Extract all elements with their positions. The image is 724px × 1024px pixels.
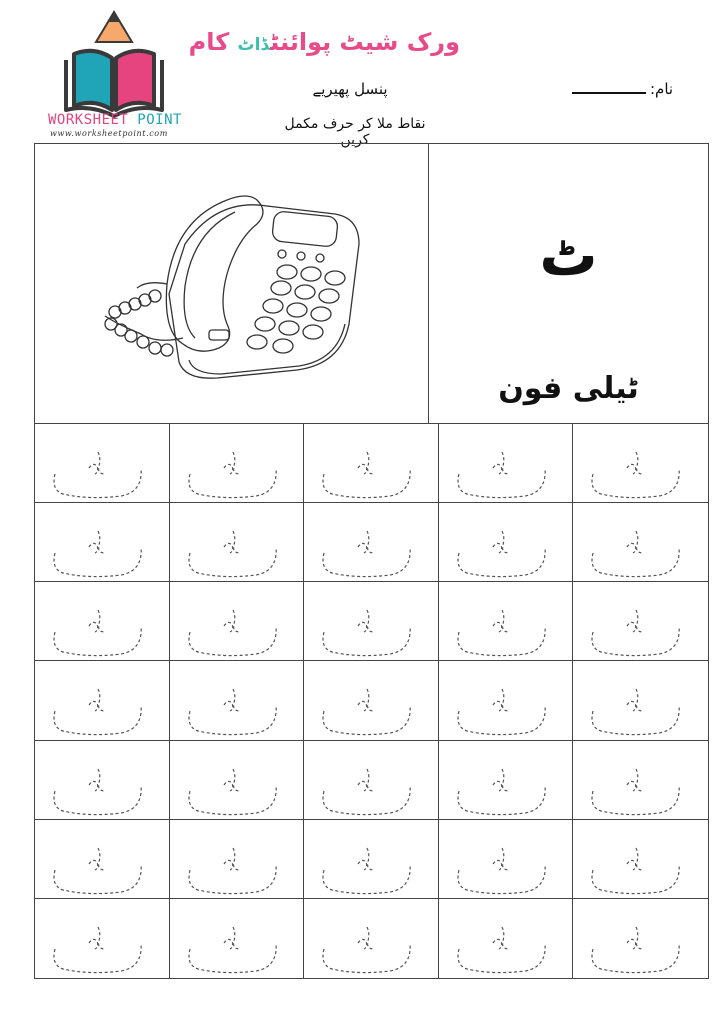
trace-cell[interactable] bbox=[304, 899, 439, 978]
trace-cell[interactable] bbox=[170, 503, 305, 582]
picture-panel bbox=[35, 144, 429, 423]
dotted-letter-trace bbox=[318, 523, 424, 579]
dotted-letter-trace bbox=[318, 840, 424, 896]
dotted-letter-trace bbox=[49, 523, 155, 579]
trace-cell[interactable] bbox=[35, 503, 170, 582]
trace-cell[interactable] bbox=[170, 820, 305, 899]
trace-cell[interactable] bbox=[35, 820, 170, 899]
instruction-join-dots: نقاط ملا کر حرف مکمل کریں bbox=[284, 116, 426, 148]
dotted-letter-trace bbox=[453, 523, 559, 579]
trace-cell[interactable] bbox=[573, 582, 708, 661]
dotted-letter-trace bbox=[318, 919, 424, 975]
example-word: ٹیلی فون bbox=[498, 371, 639, 406]
trace-cell[interactable] bbox=[573, 899, 708, 978]
dotted-letter-trace bbox=[453, 919, 559, 975]
site-title-part-1: ورک شیٹ پوائنٹ bbox=[270, 28, 460, 56]
dotted-letter-trace bbox=[453, 840, 559, 896]
trace-cell[interactable] bbox=[170, 661, 305, 740]
trace-cell[interactable] bbox=[35, 424, 170, 503]
trace-cell[interactable] bbox=[35, 661, 170, 740]
dotted-letter-trace bbox=[587, 919, 693, 975]
dotted-letter-trace bbox=[587, 523, 693, 579]
dotted-letter-trace bbox=[318, 761, 424, 817]
site-title-part-2: ڈاٹ bbox=[237, 35, 271, 55]
name-write-line[interactable] bbox=[572, 92, 646, 94]
trace-cell[interactable] bbox=[439, 503, 574, 582]
dotted-letter-trace bbox=[587, 602, 693, 658]
logo-word-worksheet: WORKSHEET bbox=[48, 112, 129, 128]
letter-panel bbox=[429, 144, 708, 423]
dotted-letter-trace bbox=[184, 840, 290, 896]
trace-cell[interactable] bbox=[573, 424, 708, 503]
dotted-letter-trace bbox=[49, 919, 155, 975]
tracing-practice-grid bbox=[34, 424, 709, 979]
dotted-letter-trace bbox=[318, 602, 424, 658]
trace-cell[interactable] bbox=[573, 503, 708, 582]
trace-cell[interactable] bbox=[170, 741, 305, 820]
trace-cell[interactable] bbox=[35, 741, 170, 820]
dotted-letter-trace bbox=[184, 444, 290, 500]
trace-cell[interactable] bbox=[439, 741, 574, 820]
trace-cell[interactable] bbox=[573, 741, 708, 820]
dotted-letter-trace bbox=[587, 681, 693, 737]
dotted-letter-trace bbox=[49, 681, 155, 737]
trace-cell[interactable] bbox=[573, 661, 708, 740]
dotted-letter-trace bbox=[184, 919, 290, 975]
trace-cell[interactable] bbox=[439, 661, 574, 740]
dotted-letter-trace bbox=[453, 444, 559, 500]
dotted-letter-trace bbox=[49, 761, 155, 817]
dotted-letter-trace bbox=[184, 602, 290, 658]
telephone-picture bbox=[97, 184, 367, 384]
trace-cell[interactable] bbox=[304, 661, 439, 740]
name-label: نام: bbox=[650, 80, 674, 98]
trace-cell[interactable] bbox=[35, 582, 170, 661]
logo-url: www.worksheetpoint.com bbox=[50, 129, 168, 138]
dotted-letter-trace bbox=[318, 681, 424, 737]
trace-cell[interactable] bbox=[304, 820, 439, 899]
site-title bbox=[188, 28, 460, 56]
logo-wordmark bbox=[48, 112, 182, 128]
dotted-letter-trace bbox=[318, 444, 424, 500]
dotted-letter-trace bbox=[49, 444, 155, 500]
dotted-letter-trace bbox=[453, 602, 559, 658]
dotted-letter-trace bbox=[587, 840, 693, 896]
trace-cell[interactable] bbox=[35, 899, 170, 978]
dotted-letter-trace bbox=[184, 523, 290, 579]
dotted-letter-trace bbox=[184, 761, 290, 817]
trace-cell[interactable] bbox=[304, 741, 439, 820]
trace-cell[interactable] bbox=[573, 820, 708, 899]
trace-cell[interactable] bbox=[439, 899, 574, 978]
trace-cell[interactable] bbox=[304, 424, 439, 503]
trace-cell[interactable] bbox=[304, 582, 439, 661]
dotted-letter-trace bbox=[587, 761, 693, 817]
dotted-letter-trace bbox=[453, 681, 559, 737]
trace-cell[interactable] bbox=[439, 820, 574, 899]
trace-cell[interactable] bbox=[304, 503, 439, 582]
dotted-letter-trace bbox=[453, 761, 559, 817]
logo-word-point: POINT bbox=[137, 112, 182, 128]
trace-cell[interactable] bbox=[170, 424, 305, 503]
dotted-letter-trace bbox=[587, 444, 693, 500]
lesson-panel bbox=[34, 143, 709, 424]
trace-cell[interactable] bbox=[439, 582, 574, 661]
trace-cell[interactable] bbox=[170, 899, 305, 978]
dotted-letter-trace bbox=[49, 602, 155, 658]
dotted-letter-trace bbox=[49, 840, 155, 896]
featured-letter: ٹ bbox=[539, 221, 598, 289]
trace-cell[interactable] bbox=[439, 424, 574, 503]
trace-cell[interactable] bbox=[170, 582, 305, 661]
instruction-trace-pencil: پنسل پھیریے bbox=[312, 80, 388, 98]
dotted-letter-trace bbox=[184, 681, 290, 737]
site-title-part-3: کام bbox=[188, 28, 230, 56]
